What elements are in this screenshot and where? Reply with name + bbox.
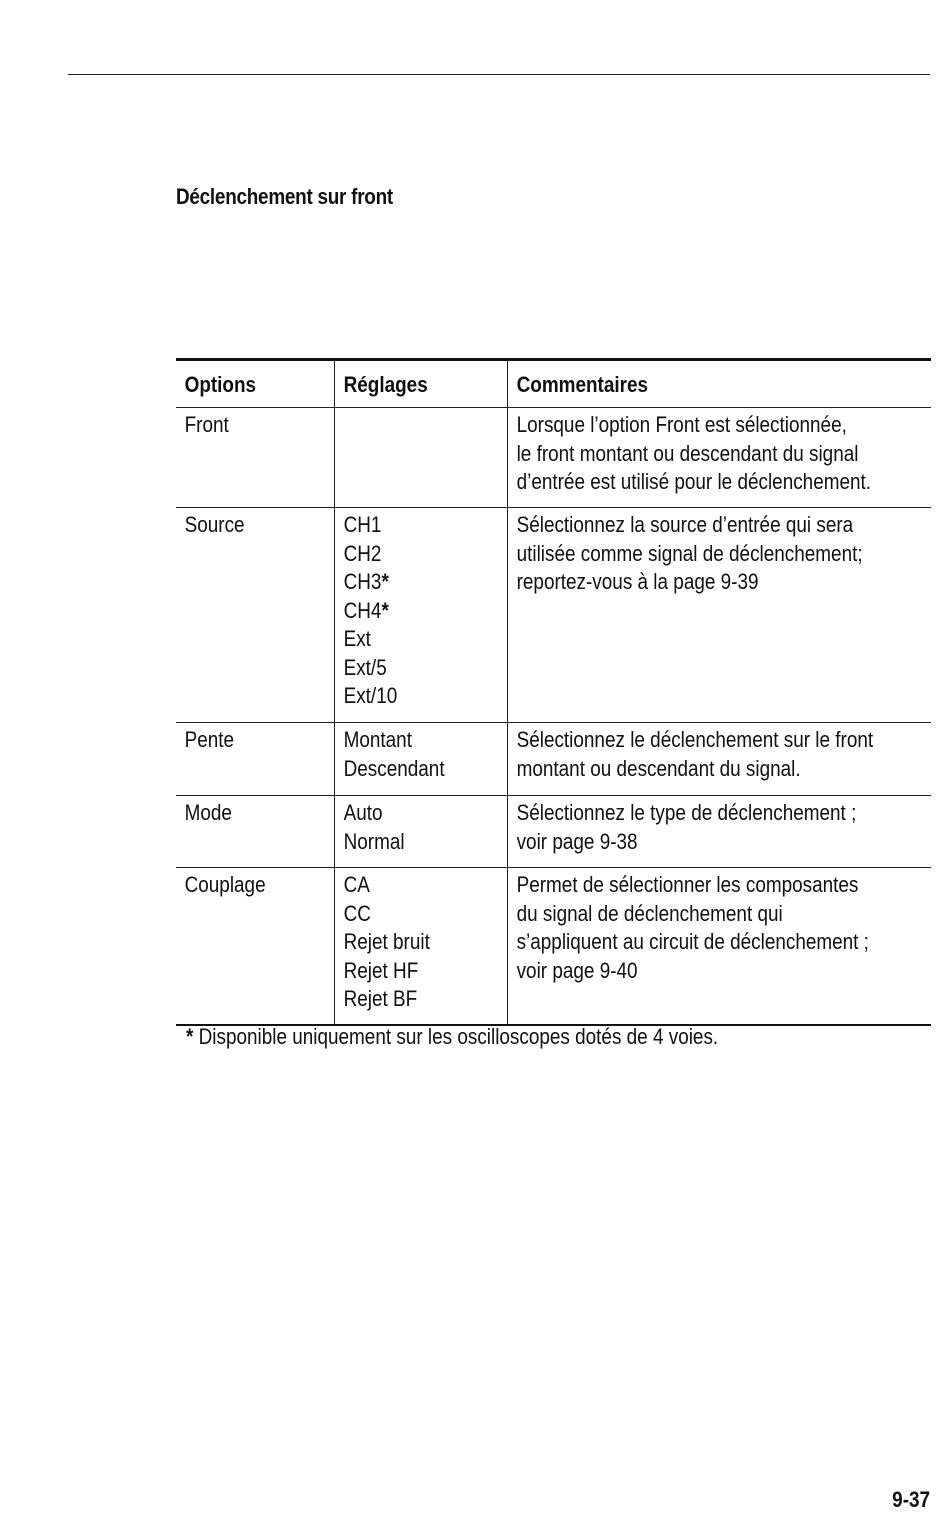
settings-cell: CA CC Rejet bruit Rejet HF Rejet BF (334, 868, 507, 1026)
comment-cell: Sélectionnez le type de déclenchement ; voir page 9-38 (507, 796, 931, 868)
comment-cell: Permet de sélectionner les composantes du signal de déclenchement qui s’appliquent au circuit de déclenchement ; voir page 9-40 (507, 868, 931, 1026)
option-cell: Front (184, 412, 229, 437)
options-table-container (176, 358, 931, 1026)
header-options: Options (176, 360, 334, 408)
header-reglages: Réglages (334, 360, 507, 408)
comment-cell: Sélectionnez le déclenchement sur le front montant ou descendant du signal. (507, 723, 931, 796)
settings-cell (334, 408, 507, 508)
table-row-front (176, 408, 931, 508)
table-row-source (176, 508, 931, 723)
option-cell: Mode (184, 800, 232, 825)
asterisk-mark: * (380, 569, 389, 594)
footnote-text: Disponible uniquement sur les oscilloscopes dotés de 4 voies. (193, 1024, 719, 1049)
comment-cell: Sélectionnez la source d’entrée qui sera utilisée comme signal de déclenchement; reportez-vous à la page 9-39 (507, 508, 931, 723)
table-row-mode (176, 796, 931, 868)
footnote-marker: * (186, 1024, 194, 1049)
settings-cell: CH1 CH2 CH3* CH4* Ext Ext/5 Ext/10 (334, 508, 507, 723)
settings-cell: Montant Descendant (334, 723, 507, 796)
comment-cell: Lorsque l’option Front est sélectionnée, le front montant ou descendant du signal d’entrée est utilisé pour le déclenchement. (507, 408, 931, 508)
table-header-row (176, 360, 931, 408)
option-cell: Source (184, 512, 245, 537)
header-commentaires: Commentaires (507, 360, 931, 408)
asterisk-mark: * (380, 597, 389, 623)
table-row-pente (176, 723, 931, 796)
settings-cell: Auto Normal (334, 796, 507, 868)
option-cell: Couplage (184, 872, 266, 897)
option-cell: Pente (184, 727, 235, 752)
options-table (176, 358, 931, 1026)
table-row-couplage (176, 868, 931, 1026)
top-rule (68, 74, 930, 75)
section-heading: Déclenchement sur front (176, 184, 393, 209)
page-number: 9-37 (892, 1487, 930, 1512)
footnote (186, 1024, 718, 1050)
